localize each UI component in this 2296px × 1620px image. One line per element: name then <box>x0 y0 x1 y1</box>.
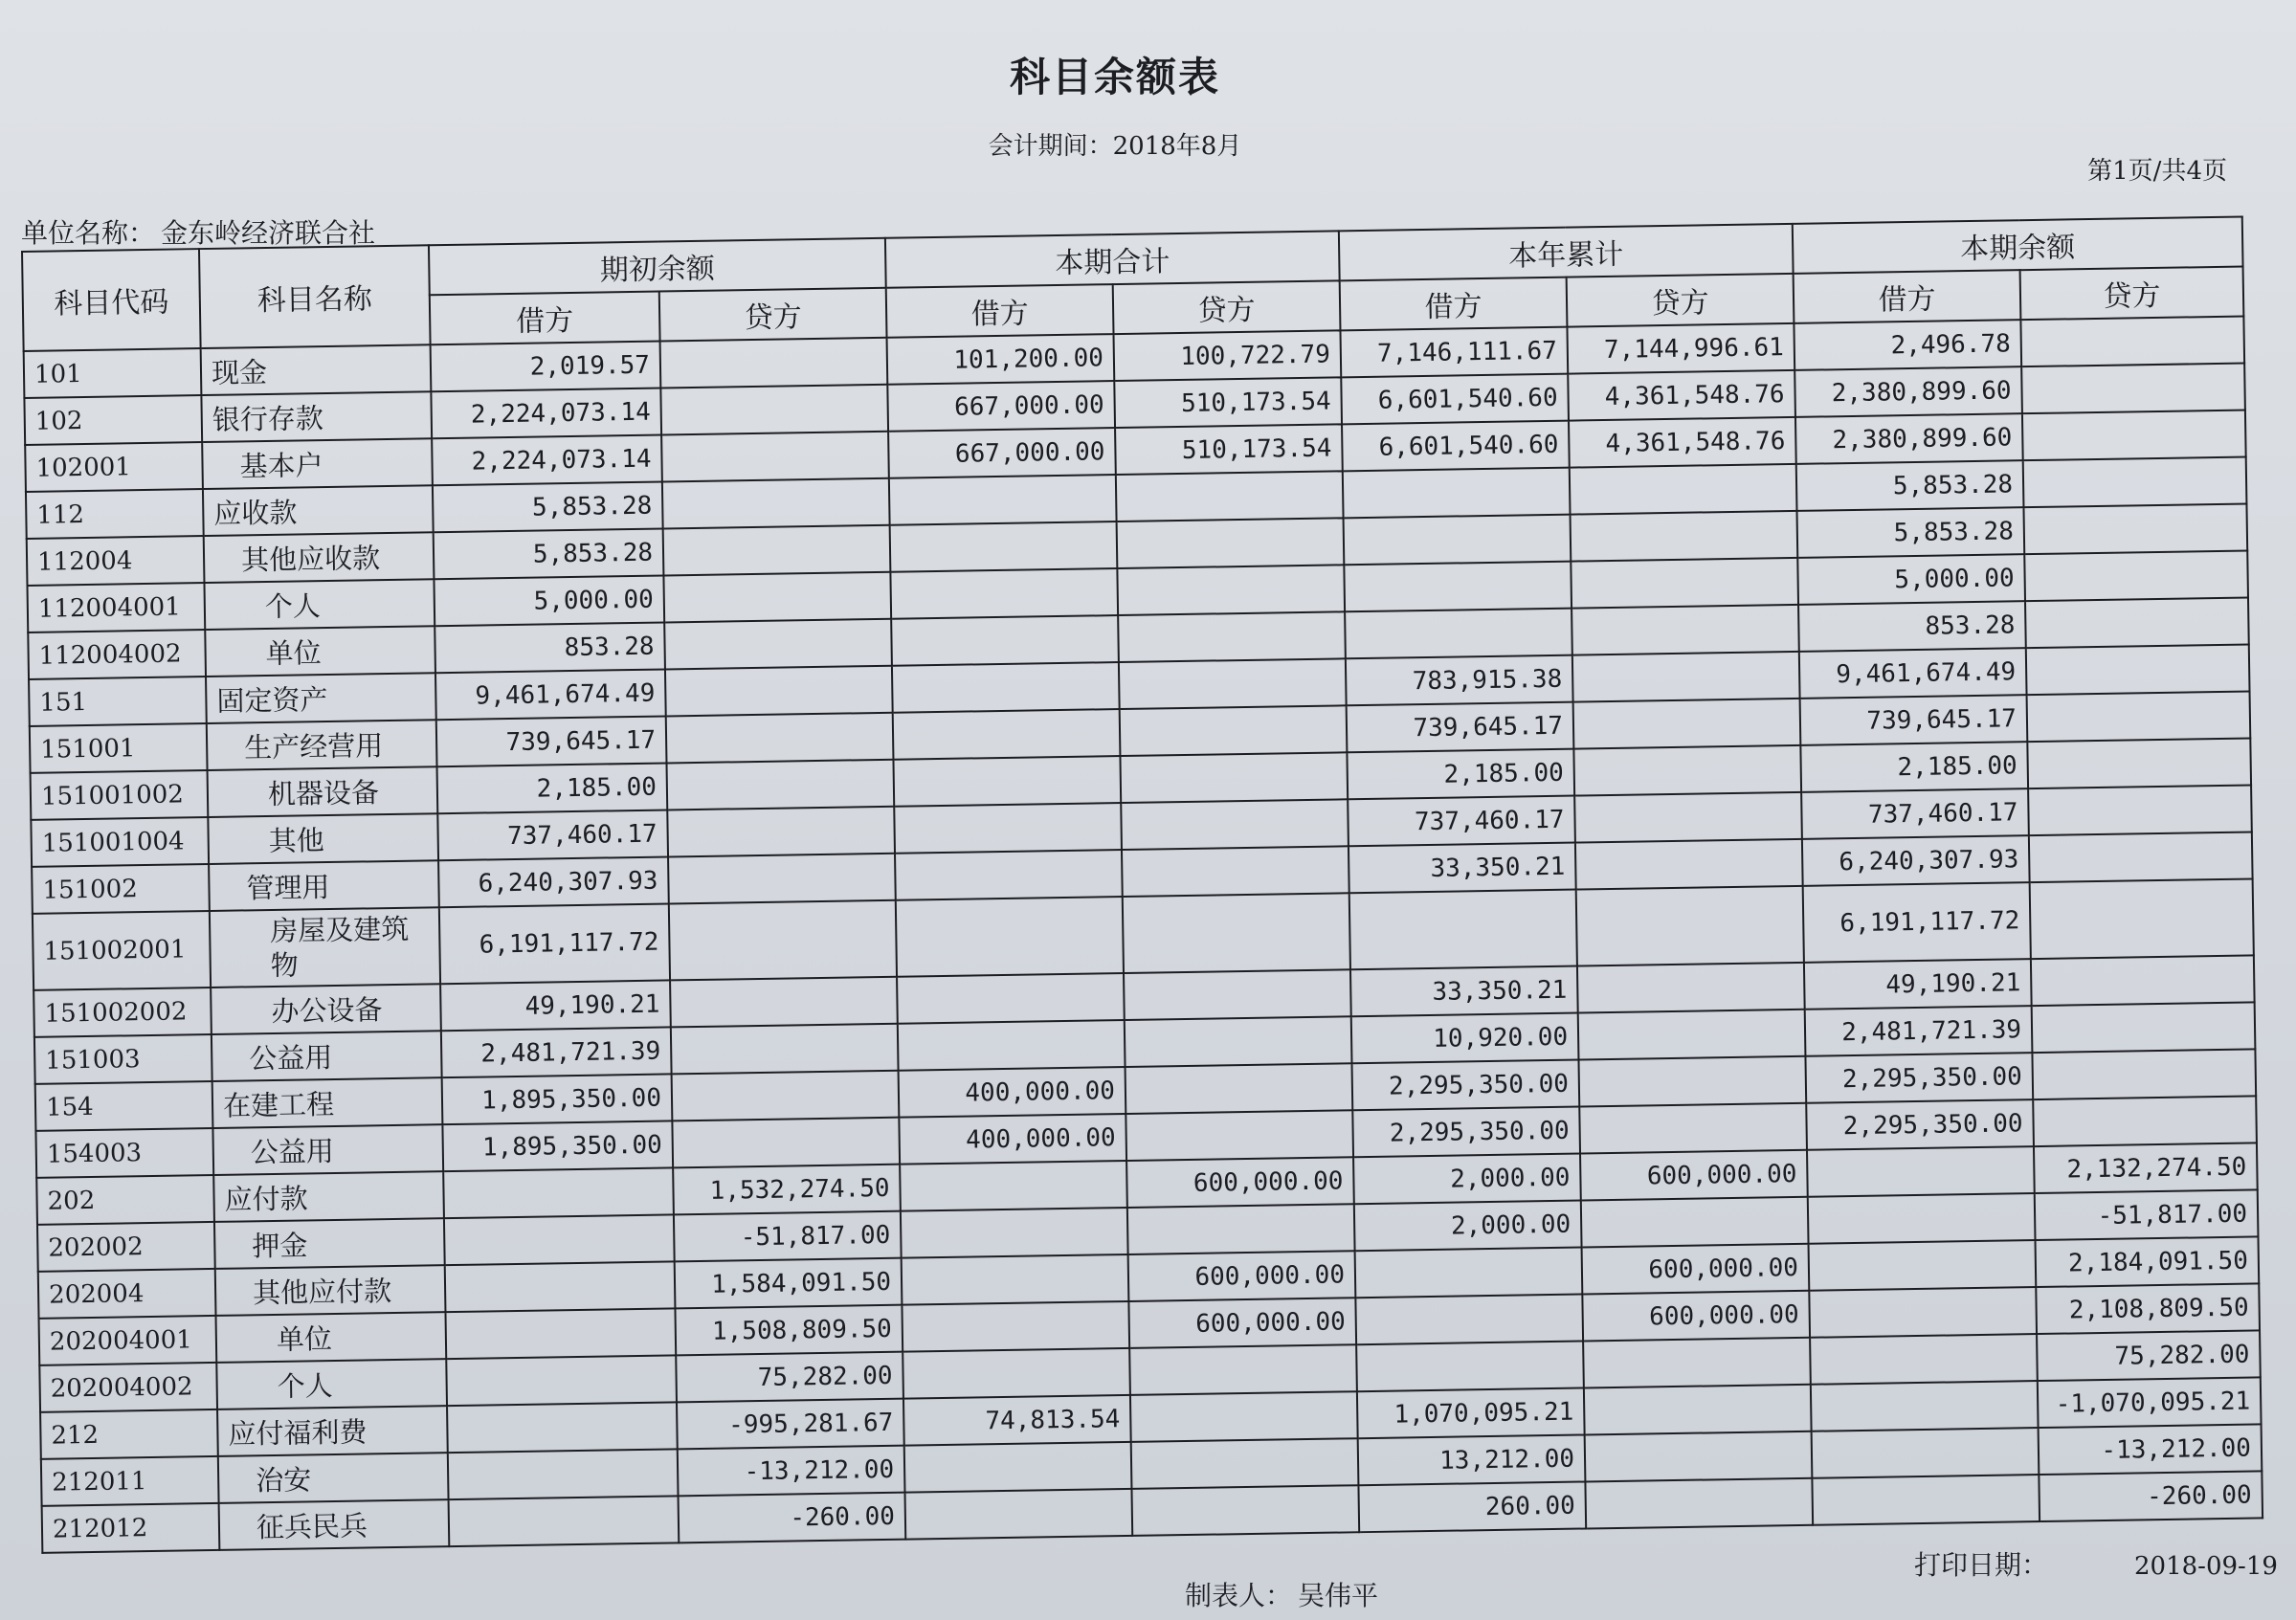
opening-debit-cell: 2,224,073.14 <box>432 435 662 486</box>
ytd-debit-cell: 737,460.17 <box>1348 796 1575 847</box>
current-debit-cell <box>893 709 1121 760</box>
current-debit-cell <box>890 568 1118 619</box>
current-credit-cell <box>1121 799 1349 850</box>
opening-debit-cell <box>445 1308 676 1359</box>
ytd-credit-cell: 4,361,548.76 <box>1569 417 1796 468</box>
account-code-cell: 151001004 <box>31 817 209 867</box>
account-code-cell: 102 <box>24 395 202 445</box>
balance-table <box>21 216 2263 1554</box>
current-credit-cell <box>1124 969 1351 1020</box>
current-credit-cell: 510,173.54 <box>1115 424 1343 475</box>
ytd-debit-cell: 1,070,095.21 <box>1357 1387 1585 1438</box>
account-name-cell: 其他应付款 <box>215 1265 446 1316</box>
account-code-cell: 212011 <box>41 1456 219 1506</box>
report-title: 科目余额表 <box>1009 54 1220 100</box>
header-debit: 借方 <box>430 292 660 345</box>
header-debit: 借方 <box>886 284 1114 338</box>
current-credit-cell <box>1118 611 1346 662</box>
current-credit-cell <box>1117 518 1345 568</box>
opening-credit-cell: 1,532,274.50 <box>673 1165 901 1215</box>
closing-credit-cell <box>2025 597 2249 648</box>
opening-debit-cell: 5,853.28 <box>434 529 664 580</box>
account-code-cell: 151002001 <box>33 911 211 990</box>
current-debit-cell <box>890 522 1118 572</box>
account-name-cell: 机器设备 <box>208 766 438 817</box>
ytd-credit-cell <box>1576 886 1804 966</box>
print-date-line <box>1914 1544 2278 1583</box>
opening-debit-cell <box>446 1355 677 1406</box>
closing-credit-cell: -260.00 <box>2039 1471 2263 1521</box>
opening-credit-cell: 75,282.00 <box>676 1352 903 1403</box>
account-code-cell: 112004 <box>27 536 205 586</box>
closing-debit-cell: 2,380,899.60 <box>1795 413 2023 464</box>
current-credit-cell <box>1125 1016 1352 1067</box>
ytd-debit-cell <box>1345 609 1572 659</box>
opening-debit-cell <box>445 1261 676 1312</box>
opening-debit-cell: 1,895,350.00 <box>442 1074 673 1124</box>
opening-credit-cell <box>665 666 893 717</box>
header-ytd: 本年累计 <box>1339 224 1794 280</box>
opening-credit-cell <box>669 900 897 981</box>
opening-credit-cell <box>672 1118 900 1168</box>
ytd-debit-cell: 7,146,111.67 <box>1340 327 1568 378</box>
current-debit-cell <box>891 615 1119 666</box>
opening-credit-cell: 1,584,091.50 <box>675 1258 903 1309</box>
account-code-cell: 202004001 <box>39 1316 217 1365</box>
ytd-credit-cell: 4,361,548.76 <box>1568 370 1795 421</box>
ytd-credit-cell <box>1578 1056 1806 1107</box>
current-debit-cell: 101,200.00 <box>887 334 1115 385</box>
opening-debit-cell <box>443 1167 674 1218</box>
closing-debit-cell: 6,240,307.93 <box>1802 835 2030 886</box>
ytd-debit-cell: 2,000.00 <box>1354 1201 1582 1252</box>
account-name-cell: 个人 <box>204 579 435 630</box>
ytd-credit-cell <box>1572 605 1799 655</box>
ytd-debit-cell: 2,295,350.00 <box>1352 1060 1580 1111</box>
account-code-cell: 202004002 <box>39 1363 217 1412</box>
account-name-cell: 征兵民兵 <box>219 1499 450 1550</box>
ytd-debit-cell: 2,295,350.00 <box>1352 1107 1580 1158</box>
header-credit: 贷方 <box>2020 267 2244 321</box>
unit-name-line <box>21 212 375 251</box>
ytd-debit-cell <box>1355 1248 1583 1298</box>
closing-credit-cell: -51,817.00 <box>2035 1189 2259 1240</box>
account-code-cell: 112004002 <box>28 630 206 679</box>
opening-debit-cell: 2,019.57 <box>431 342 661 392</box>
ytd-debit-cell: 2,185.00 <box>1347 749 1574 800</box>
closing-credit-cell <box>2030 878 2254 959</box>
ytd-credit-cell <box>1570 464 1797 515</box>
closing-debit-cell: 5,000.00 <box>1797 554 2025 605</box>
current-debit-cell <box>903 1348 1130 1399</box>
closing-credit-cell <box>2028 785 2252 835</box>
print-date-label: 打印日期： <box>1914 1549 2049 1581</box>
current-debit-cell <box>902 1301 1129 1352</box>
current-credit-cell: 600,000.00 <box>1128 1251 1356 1301</box>
current-credit-cell <box>1131 1485 1359 1536</box>
closing-credit-cell <box>2020 317 2244 367</box>
current-credit-cell <box>1129 1344 1357 1395</box>
account-code-cell: 151003 <box>34 1034 212 1084</box>
closing-credit-cell: -13,212.00 <box>2039 1424 2263 1475</box>
account-name-cell: 基本户 <box>202 438 433 489</box>
opening-debit-cell: 2,185.00 <box>437 763 668 813</box>
current-credit-cell <box>1122 846 1349 897</box>
closing-debit-cell: 2,295,350.00 <box>1806 1099 2034 1150</box>
current-debit-cell <box>889 475 1117 525</box>
account-code-cell: 151001002 <box>31 770 209 820</box>
opening-credit-cell <box>660 338 888 388</box>
header-opening: 期初余额 <box>429 238 886 295</box>
closing-debit-cell: 739,645.17 <box>1800 695 2028 745</box>
closing-credit-cell <box>2023 504 2247 555</box>
header-code: 科目代码 <box>22 249 201 351</box>
ytd-credit-cell <box>1571 511 1798 562</box>
current-debit-cell <box>898 1020 1126 1071</box>
maker-line <box>1185 1575 1378 1613</box>
opening-debit-cell: 2,224,073.14 <box>431 388 661 439</box>
opening-credit-cell: -13,212.00 <box>678 1446 905 1497</box>
opening-credit-cell: -995,281.67 <box>677 1399 904 1450</box>
closing-credit-cell <box>2021 364 2245 414</box>
closing-debit-cell: 853.28 <box>1798 601 2026 652</box>
maker-name: 吴伟平 <box>1298 1580 1379 1611</box>
current-debit-cell <box>902 1254 1129 1305</box>
account-name-cell: 治安 <box>218 1453 449 1503</box>
ytd-credit-cell <box>1572 652 1800 702</box>
ytd-debit-cell: 260.00 <box>1358 1481 1586 1532</box>
closing-credit-cell <box>2022 411 2246 461</box>
closing-debit-cell <box>1807 1146 2035 1197</box>
opening-debit-cell <box>449 1496 680 1546</box>
account-code-cell: 212 <box>40 1409 218 1459</box>
account-name-cell: 银行存款 <box>201 391 432 442</box>
account-name-cell: 单位 <box>216 1312 447 1363</box>
account-name-cell: 应收款 <box>203 485 434 536</box>
account-code-cell: 212012 <box>42 1503 220 1553</box>
account-code-cell: 112004001 <box>27 583 205 632</box>
current-credit-cell <box>1127 1204 1355 1254</box>
current-debit-cell <box>901 1208 1128 1258</box>
current-credit-cell <box>1126 1063 1353 1114</box>
closing-debit-cell: 5,853.28 <box>1796 507 2024 558</box>
current-credit-cell <box>1130 1391 1358 1442</box>
closing-credit-cell <box>2031 955 2255 1006</box>
closing-debit-cell: 737,460.17 <box>1801 788 2029 839</box>
account-name-cell: 公益用 <box>212 1031 442 1081</box>
header-debit: 借方 <box>1794 270 2021 323</box>
header-closing: 本期余额 <box>1793 217 2243 274</box>
ytd-credit-cell <box>1583 1338 1811 1388</box>
current-debit-cell <box>892 662 1120 713</box>
ytd-debit-cell: 33,350.21 <box>1350 966 1578 1017</box>
account-code-cell: 151002 <box>32 864 210 914</box>
ytd-debit-cell <box>1344 515 1572 566</box>
maker-label: 制表人： <box>1185 1580 1293 1611</box>
account-code-cell: 101 <box>24 348 202 398</box>
opening-credit-cell <box>666 760 894 810</box>
header-name: 科目名称 <box>199 245 431 348</box>
closing-debit-cell <box>1809 1287 2037 1338</box>
page-indicator: 第1页/共4页 <box>2087 157 2227 186</box>
opening-credit-cell: -51,817.00 <box>674 1211 902 1262</box>
account-name-cell: 房屋及建筑物 <box>210 907 440 988</box>
closing-credit-cell <box>2032 1049 2256 1099</box>
closing-debit-cell <box>1808 1193 2036 1244</box>
closing-debit-cell <box>1811 1381 2039 1431</box>
ytd-debit-cell: 783,915.38 <box>1346 655 1573 706</box>
opening-credit-cell <box>660 385 888 435</box>
ytd-credit-cell <box>1577 963 1805 1013</box>
opening-credit-cell <box>664 619 892 670</box>
ytd-credit-cell: 600,000.00 <box>1582 1291 1810 1342</box>
opening-credit-cell <box>663 572 891 623</box>
ytd-debit-cell: 6,601,540.60 <box>1342 421 1570 472</box>
account-code-cell: 102001 <box>25 442 203 492</box>
account-code-cell: 151001 <box>30 723 208 773</box>
closing-debit-cell <box>1812 1428 2040 1478</box>
current-credit-cell: 510,173.54 <box>1114 377 1342 428</box>
header-credit: 贷方 <box>1113 280 1341 334</box>
ytd-debit-cell: 33,350.21 <box>1349 843 1576 894</box>
ytd-debit-cell: 10,920.00 <box>1351 1013 1579 1064</box>
closing-credit-cell: 75,282.00 <box>2037 1330 2261 1381</box>
ytd-credit-cell <box>1573 745 1801 796</box>
account-name-cell: 公益用 <box>212 1124 443 1175</box>
closing-credit-cell <box>2029 832 2253 882</box>
account-code-cell: 112 <box>26 489 204 539</box>
closing-debit-cell <box>1812 1475 2040 1525</box>
opening-credit-cell <box>666 713 894 764</box>
closing-credit-cell: 2,184,091.50 <box>2036 1236 2260 1287</box>
opening-debit-cell: 49,190.21 <box>440 980 671 1031</box>
closing-credit-cell: 2,132,274.50 <box>2034 1143 2258 1193</box>
current-debit-cell <box>896 897 1124 977</box>
current-credit-cell: 600,000.00 <box>1126 1157 1354 1208</box>
account-code-cell: 151 <box>29 677 207 726</box>
ytd-credit-cell <box>1578 1010 1806 1060</box>
opening-credit-cell <box>668 854 896 904</box>
opening-debit-cell <box>447 1402 678 1453</box>
closing-debit-cell: 2,380,899.60 <box>1794 366 2022 417</box>
closing-credit-cell <box>2027 691 2251 742</box>
header-current: 本期合计 <box>885 231 1340 287</box>
opening-debit-cell <box>448 1449 679 1499</box>
closing-debit-cell: 2,185.00 <box>1800 742 2028 792</box>
opening-debit-cell: 6,191,117.72 <box>439 903 670 984</box>
current-debit-cell <box>900 1161 1127 1211</box>
account-code-cell: 154 <box>35 1081 213 1131</box>
ytd-debit-cell <box>1349 890 1577 970</box>
account-name-cell: 办公设备 <box>211 984 441 1034</box>
table-body <box>24 317 2263 1553</box>
opening-credit-cell: -260.00 <box>679 1493 906 1543</box>
closing-credit-cell: -1,070,095.21 <box>2038 1377 2262 1428</box>
account-code-cell: 202 <box>36 1175 214 1225</box>
current-debit-cell: 400,000.00 <box>899 1067 1126 1118</box>
account-name-cell: 单位 <box>205 626 435 677</box>
opening-credit-cell: 1,508,809.50 <box>675 1305 903 1356</box>
ytd-credit-cell: 600,000.00 <box>1580 1150 1808 1201</box>
account-name-cell: 其他 <box>208 813 438 864</box>
current-debit-cell: 667,000.00 <box>888 428 1116 478</box>
opening-debit-cell: 2,481,721.39 <box>441 1027 672 1077</box>
opening-debit-cell: 737,460.17 <box>437 810 668 860</box>
opening-debit-cell: 9,461,674.49 <box>435 669 666 720</box>
opening-debit-cell: 739,645.17 <box>436 716 667 766</box>
closing-debit-cell: 2,295,350.00 <box>1805 1053 2033 1103</box>
account-name-cell: 其他应收款 <box>204 532 435 583</box>
closing-debit-cell: 2,496.78 <box>1794 320 2021 370</box>
ytd-debit-cell <box>1344 562 1572 612</box>
current-credit-cell <box>1116 471 1344 522</box>
ytd-credit-cell <box>1575 839 1803 890</box>
closing-credit-cell: 2,108,809.50 <box>2036 1283 2260 1334</box>
ytd-credit-cell: 7,144,996.61 <box>1567 323 1794 374</box>
accounting-period: 会计期间：2018年8月 <box>988 132 1242 161</box>
current-credit-cell <box>1131 1438 1359 1489</box>
ytd-credit-cell <box>1585 1478 1813 1529</box>
ytd-credit-cell <box>1579 1103 1807 1154</box>
ytd-debit-cell <box>1355 1295 1583 1345</box>
account-code-cell: 202002 <box>37 1222 215 1272</box>
account-code-cell: 154003 <box>35 1128 213 1178</box>
ytd-credit-cell <box>1573 699 1801 749</box>
account-name-cell: 现金 <box>201 344 432 395</box>
account-name-cell: 在建工程 <box>212 1077 443 1128</box>
current-debit-cell <box>904 1442 1132 1493</box>
unit-name: 金东岭经济联合社 <box>161 217 376 249</box>
current-credit-cell <box>1120 705 1348 756</box>
closing-debit-cell: 6,191,117.72 <box>1803 882 2031 963</box>
ytd-debit-cell: 13,212.00 <box>1358 1434 1586 1485</box>
current-credit-cell: 100,722.79 <box>1114 330 1342 381</box>
current-credit-cell <box>1120 752 1348 803</box>
closing-debit-cell: 9,461,674.49 <box>1799 648 2027 699</box>
current-debit-cell <box>894 803 1122 854</box>
current-debit-cell: 74,813.54 <box>903 1395 1131 1446</box>
opening-credit-cell <box>661 432 889 482</box>
opening-credit-cell <box>663 525 891 576</box>
ytd-credit-cell <box>1574 792 1802 843</box>
closing-credit-cell <box>2032 1002 2256 1053</box>
opening-credit-cell <box>662 478 890 529</box>
current-debit-cell <box>893 756 1121 807</box>
opening-debit-cell: 853.28 <box>435 622 665 673</box>
closing-credit-cell <box>2033 1096 2257 1146</box>
ytd-debit-cell <box>1356 1342 1584 1392</box>
closing-debit-cell <box>1810 1334 2038 1385</box>
ytd-credit-cell <box>1584 1385 1812 1435</box>
closing-credit-cell <box>2026 644 2250 695</box>
current-debit-cell <box>897 973 1125 1024</box>
opening-debit-cell <box>444 1214 675 1265</box>
opening-credit-cell <box>670 977 898 1028</box>
account-code-cell: 151002002 <box>33 988 212 1037</box>
closing-credit-cell <box>2023 457 2247 508</box>
current-credit-cell <box>1117 565 1345 615</box>
account-name-cell: 应付福利费 <box>217 1406 448 1456</box>
ytd-credit-cell <box>1585 1431 1813 1482</box>
ytd-debit-cell <box>1343 468 1571 519</box>
account-code-cell: 202004 <box>38 1269 216 1319</box>
current-debit-cell: 400,000.00 <box>899 1114 1126 1165</box>
closing-debit-cell: 2,481,721.39 <box>1805 1006 2033 1056</box>
opening-debit-cell: 5,000.00 <box>434 575 664 626</box>
print-date-value: 2018-09-19 <box>2134 1552 2278 1581</box>
current-credit-cell <box>1119 658 1347 709</box>
unit-label: 单位名称： <box>21 217 156 249</box>
opening-credit-cell <box>671 1024 899 1075</box>
current-credit-cell: 600,000.00 <box>1128 1298 1356 1348</box>
ytd-credit-cell <box>1571 558 1798 609</box>
header-debit: 借方 <box>1340 277 1568 331</box>
opening-debit-cell: 6,240,307.93 <box>438 856 669 907</box>
header-credit: 贷方 <box>1567 274 1794 327</box>
account-name-cell: 固定资产 <box>206 673 436 723</box>
opening-debit-cell: 1,895,350.00 <box>442 1121 673 1171</box>
ytd-debit-cell: 2,000.00 <box>1353 1154 1581 1205</box>
ytd-credit-cell <box>1581 1197 1809 1248</box>
account-name-cell: 个人 <box>216 1359 447 1409</box>
current-credit-cell <box>1123 893 1350 973</box>
account-name-cell: 押金 <box>214 1218 445 1269</box>
opening-debit-cell: 5,853.28 <box>433 482 663 533</box>
account-name-cell: 应付款 <box>213 1171 444 1222</box>
ytd-debit-cell: 739,645.17 <box>1347 702 1574 753</box>
current-debit-cell: 667,000.00 <box>887 381 1115 432</box>
current-credit-cell <box>1126 1110 1353 1161</box>
ytd-debit-cell: 6,601,540.60 <box>1341 374 1569 425</box>
ytd-credit-cell: 600,000.00 <box>1582 1244 1810 1295</box>
opening-credit-cell <box>672 1071 900 1121</box>
closing-credit-cell <box>2024 551 2248 602</box>
closing-credit-cell <box>2027 738 2251 788</box>
account-name-cell: 生产经营用 <box>207 720 437 770</box>
current-debit-cell <box>904 1489 1132 1540</box>
closing-debit-cell: 49,190.21 <box>1804 959 2032 1010</box>
current-debit-cell <box>895 850 1123 900</box>
header-credit: 贷方 <box>659 288 887 342</box>
account-name-cell: 管理用 <box>209 860 439 911</box>
closing-debit-cell: 5,853.28 <box>1796 460 2024 511</box>
opening-credit-cell <box>667 807 895 857</box>
closing-debit-cell <box>1809 1240 2037 1291</box>
